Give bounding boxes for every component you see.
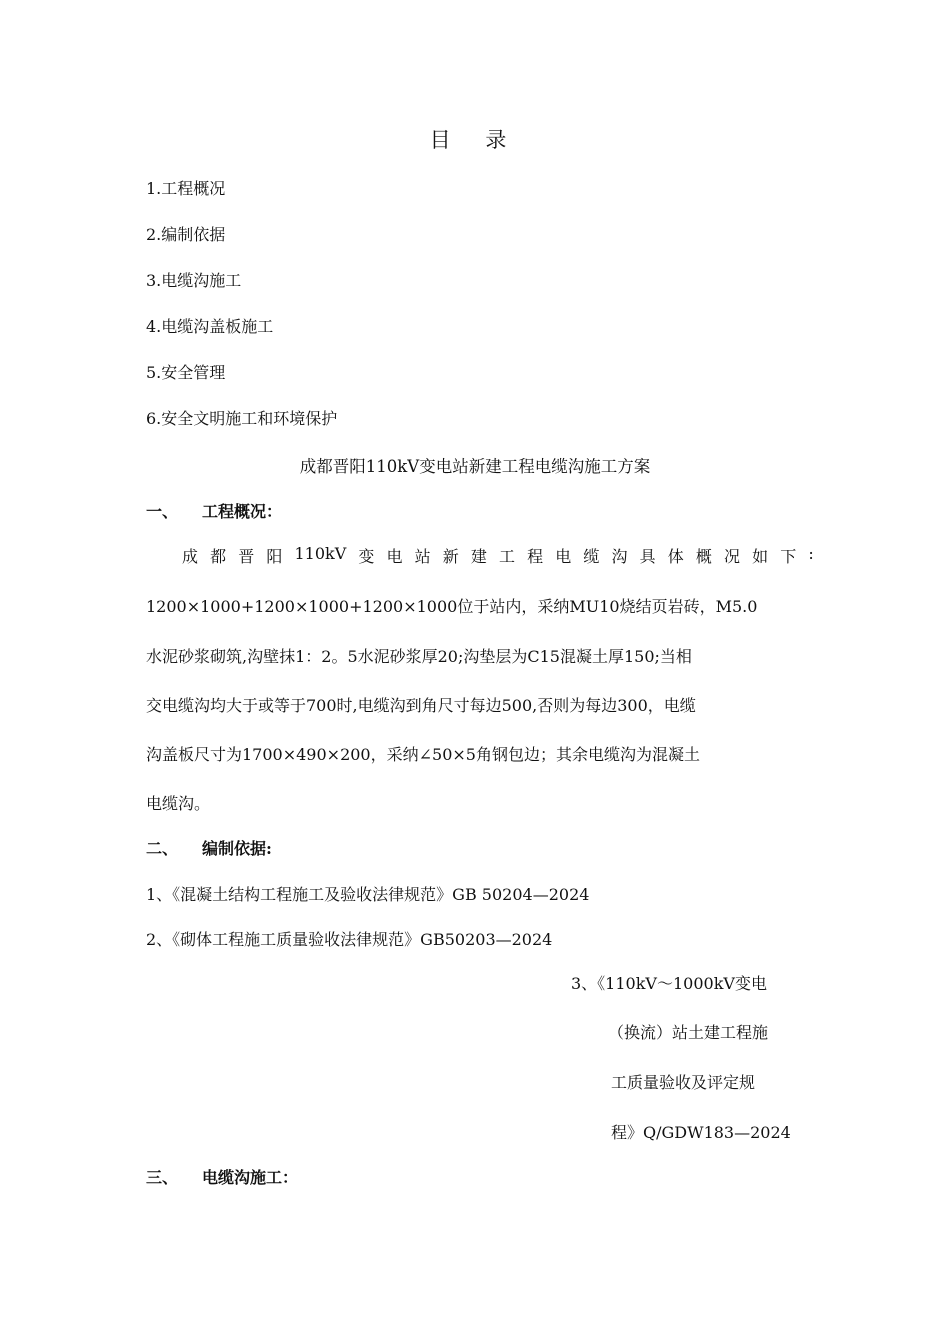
word: 体	[667, 547, 684, 566]
word: 电	[555, 547, 572, 566]
word: 下	[780, 547, 797, 566]
paragraph-line: 1200×1000+1200×1000+1200×1000位于站内，采纳MU10烧结页岩砖，M5.0	[146, 597, 758, 616]
toc-item: 2.编制依据	[146, 225, 226, 244]
toc-title: 目 录	[429, 128, 521, 152]
toc-item: 1.工程概况	[146, 179, 226, 198]
toc-item: 5.安全管理	[146, 363, 226, 382]
word: 变	[358, 547, 375, 566]
word: 概	[695, 547, 712, 566]
paragraph-line: 交电缆沟均大于或等于700时,电缆沟到角尺寸每边500,否则为每边300，电缆	[146, 696, 696, 715]
paragraph-line: 沟盖板尺寸为1700×490×200，采纳∠50×5角钢包边；其余电缆沟为混凝土	[146, 745, 700, 764]
word: :	[808, 544, 814, 563]
word: 建	[470, 547, 487, 566]
toc-item: 4.电缆沟盖板施工	[146, 317, 274, 336]
section-heading-3	[146, 1165, 298, 1188]
word: 新	[442, 547, 459, 566]
word: 程	[527, 547, 544, 566]
word: 沟	[611, 547, 628, 566]
reference-item-line: （换流）站土建工程施	[608, 1023, 769, 1042]
word: 电	[386, 547, 403, 566]
word: 工	[499, 547, 516, 566]
reference-item: 2、《砌体工程施工质量验收法律规范》GB50203—2024	[146, 930, 553, 949]
section-title: 电缆沟施工：	[202, 1168, 299, 1187]
reference-item: 1、《混凝土结构工程施工及验收法律规范》GB 50204—2024	[146, 885, 590, 904]
section-heading-1	[146, 499, 282, 522]
section-title: 工程概况：	[202, 502, 283, 521]
paragraph-line: 电缆沟。	[146, 794, 211, 813]
reference-item-line: 工质量验收及评定规	[611, 1073, 756, 1092]
word: 站	[414, 547, 431, 566]
word: 如	[752, 547, 769, 566]
word: 成	[182, 547, 199, 566]
reference-item-line: 3、《110kV～1000kV变电	[571, 974, 767, 993]
section-heading-2	[146, 836, 272, 859]
toc-item: 3.电缆沟施工	[146, 271, 242, 290]
word: 况	[724, 547, 741, 566]
section-number: 一、	[146, 502, 179, 521]
paragraph-line: 水泥砂浆砌筑,沟壁抹1：2。5水泥砂浆厚20;沟垫层为C15混凝土厚150;当相	[146, 647, 692, 666]
word: 具	[639, 547, 656, 566]
word: 110kV	[294, 544, 347, 563]
word: 阳	[266, 547, 283, 566]
paragraph-line-justified	[182, 544, 814, 567]
section-number: 三、	[146, 1168, 179, 1187]
toc-item: 6.安全文明施工和环境保护	[146, 409, 338, 428]
section-title: 编制依据:	[202, 839, 272, 858]
word: 缆	[583, 547, 600, 566]
reference-item-line: 程》Q/GDW183—2024	[611, 1123, 791, 1142]
word: 晋	[238, 547, 255, 566]
document-title: 成都晋阳110kV变电站新建工程电缆沟施工方案	[299, 457, 651, 476]
word: 都	[210, 547, 227, 566]
section-number: 二、	[146, 839, 179, 858]
